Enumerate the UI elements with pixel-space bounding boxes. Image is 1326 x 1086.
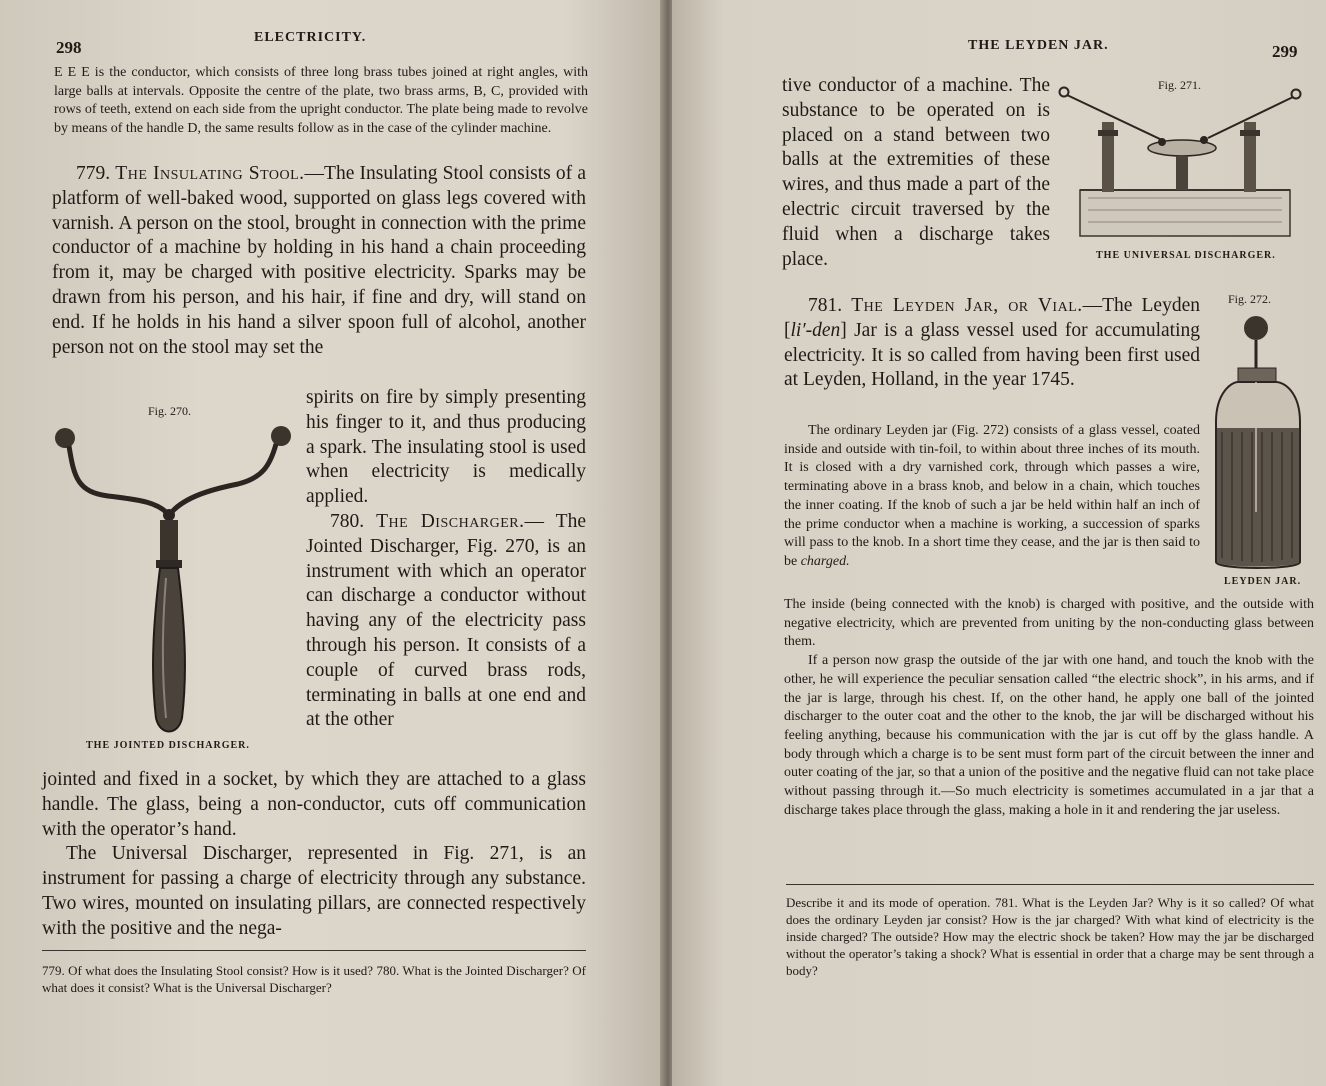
fig-270-label: Fig. 270. [148, 404, 192, 418]
left-page-number: 298 [56, 38, 82, 57]
fig-271-label: Fig. 271. [1158, 78, 1202, 92]
left-running-head: ELECTRICITY. [254, 30, 367, 45]
intro-paragraph [54, 64, 588, 139]
section-779-number: 779. [76, 163, 111, 184]
fig-271-caption: THE UNIVERSAL DISCHARGER. [1096, 250, 1276, 261]
section-779 [52, 162, 586, 360]
section-781-heading: The Leyden Jar, or Vial. [851, 295, 1083, 316]
universal-cont-text: tive conductor of a machine. The substance to be operated on is placed on a stand between two balls at the extremities of these wires, and thus made a part of the electric circuit traversed by the fluid when a discharge takes place. [782, 75, 1050, 270]
section-781 [784, 294, 1200, 393]
universal-discharger-text: The Universal Discharger, represented in Fig. 271, is an instrument for passing a charge of electricity through any substance. Two wires, mounted on insulating pillars, are connected respectively with the positive and the nega- [42, 843, 586, 939]
section-780-continued [42, 768, 586, 942]
section-779-heading: The Insulating Stool. [115, 163, 305, 184]
right-footnote-rule [786, 884, 1314, 885]
section-781-text-b: ] Jar is a glass vessel used for accumulating electricity. It is so called from having been first used at Leyden, Holland, in the year 1745. [784, 319, 1200, 391]
left-footnote-rule [42, 950, 586, 951]
leyden-paragraph-2: If a person now grasp the outside of the jar with one hand, and touch the knob with the other, he will experience the peculiar sensation called “the electric shock”, in his arms, and if the jar is large, through his chest. If, on the other hand, he apply one ball of the jointed discharger to the outer coat and the other to the knob, the jar will be discharged without his feeling anything, because his communication with the jar is cut off by the glass handle. A body through which a charge is to be sent must form part of the circuit between the inner and outer coating of the jar, so that a union of the positive and the negative fluid can not take place without passing through it.—So much electricity is sometimes accumulated in a jar that a discharge takes place through the glass, making a hole in it and rendering the jar useless. [784, 653, 1314, 818]
left-footnote [42, 962, 586, 996]
para1-text-b: The inside (being connected with the knob) is charged with positive, and the outside with negative electricity, which are prevented from uniting by the non-conducting glass between them. [784, 597, 1314, 650]
leyden-jar-illustration [1208, 312, 1308, 574]
section-781-text-a: —The Leyden [ [784, 295, 1200, 341]
right-page [672, 0, 1326, 1086]
para1-emphasis: charged. [800, 553, 850, 569]
section-779-cont-text: spirits on fire by simply presenting his finger to it, and thus producing a spark. The insulating stool is used when electricity is medically applied. [306, 387, 586, 508]
section-781-number: 781. [808, 295, 843, 316]
leyden-paragraph-1 [784, 422, 1200, 572]
fig-272-label: Fig. 272. [1228, 292, 1272, 306]
section-779-continued [306, 386, 586, 733]
right-footnote [786, 894, 1314, 979]
right-running-head: THE LEYDEN JAR. [968, 38, 1109, 53]
right-page-number: 299 [1272, 42, 1298, 61]
section-780-number: 780. [330, 510, 365, 532]
section-781-pronunciation: li′-den [790, 319, 841, 341]
fig-272-caption: LEYDEN JAR. [1224, 576, 1302, 587]
section-780-heading: The Discharger. [376, 510, 525, 532]
right-footnote-text: Describe it and its mode of operation. 781. What is the Leyden Jar? Why is it so called? Of what does the ordinary Leyden jar consist? How is the jar charged? With what kind of electricity is the inside charged? The outside? How may the electric shock be taken? How may the jar be discharged without the operator’s taking a shock? What is essential in order that a charge may be sent through a body? [786, 895, 1314, 978]
section-779-body: —The Insulating Stool consists of a platform of well-baked wood, supported on glass legs covered with varnish. A person on the stool, brought in connection with the prime conductor of a machine by holding in his hand a chain proceeding from it, may be charged with positive electricity. Sparks may be drawn from his person, and his hair, if fine and dry, will stand on end. If he holds in his hand a silver spoon full of alcohol, another person not on the stool may set the [52, 163, 586, 358]
leyden-paragraph-1-continued [784, 596, 1314, 820]
para1-text-a: The ordinary Leyden jar (Fig. 272) consists of a glass vessel, coated inside and outside with tin-foil, to within about three inches of its mouth. It is closed with a dry varnished cork, through which passes a wire, terminating above in a brass knob, and below in a chain, which touches the inner coating. If the knob of such a jar be held within half an inch of the prime conductor when a machine is working, a succession of sparks will pass to the knob. In a short time they cease, and the jar is then said to be [784, 423, 1200, 569]
intro-text: E E E is the conductor, which consists of three long brass tubes joined at right angles, with large balls at intervals. Opposite the centre of the plate, two brass arms, B, C, provided with rows of teeth, extend on each side from the upright conductor. The plate being made to revolve by means of the handle D, the same results follow as in the case of the cylinder machine. [54, 65, 588, 137]
section-780-cont-text: jointed and fixed in a socket, by which they are attached to a glass handle. The glass, being a non-conductor, cuts off communication with the operator’s hand. [42, 769, 586, 840]
fig-270-caption: THE JOINTED DISCHARGER. [86, 740, 250, 751]
section-780-body: — The Jointed Discharger, Fig. 270, is an instrument with which an operator can discharge a conductor without having any of the electricity pass through his person. It consists of a couple of curved brass rods, terminating in balls at one end and at the other [306, 510, 587, 731]
jointed-discharger-illustration [48, 418, 300, 744]
universal-continued [782, 74, 1050, 272]
universal-discharger-illustration [1058, 86, 1308, 244]
left-footnote-text: 779. Of what does the Insulating Stool consist? How is it used? 780. What is the Jointed Discharger? Of what does it consist? What is the Universal Discharger? [42, 963, 586, 995]
